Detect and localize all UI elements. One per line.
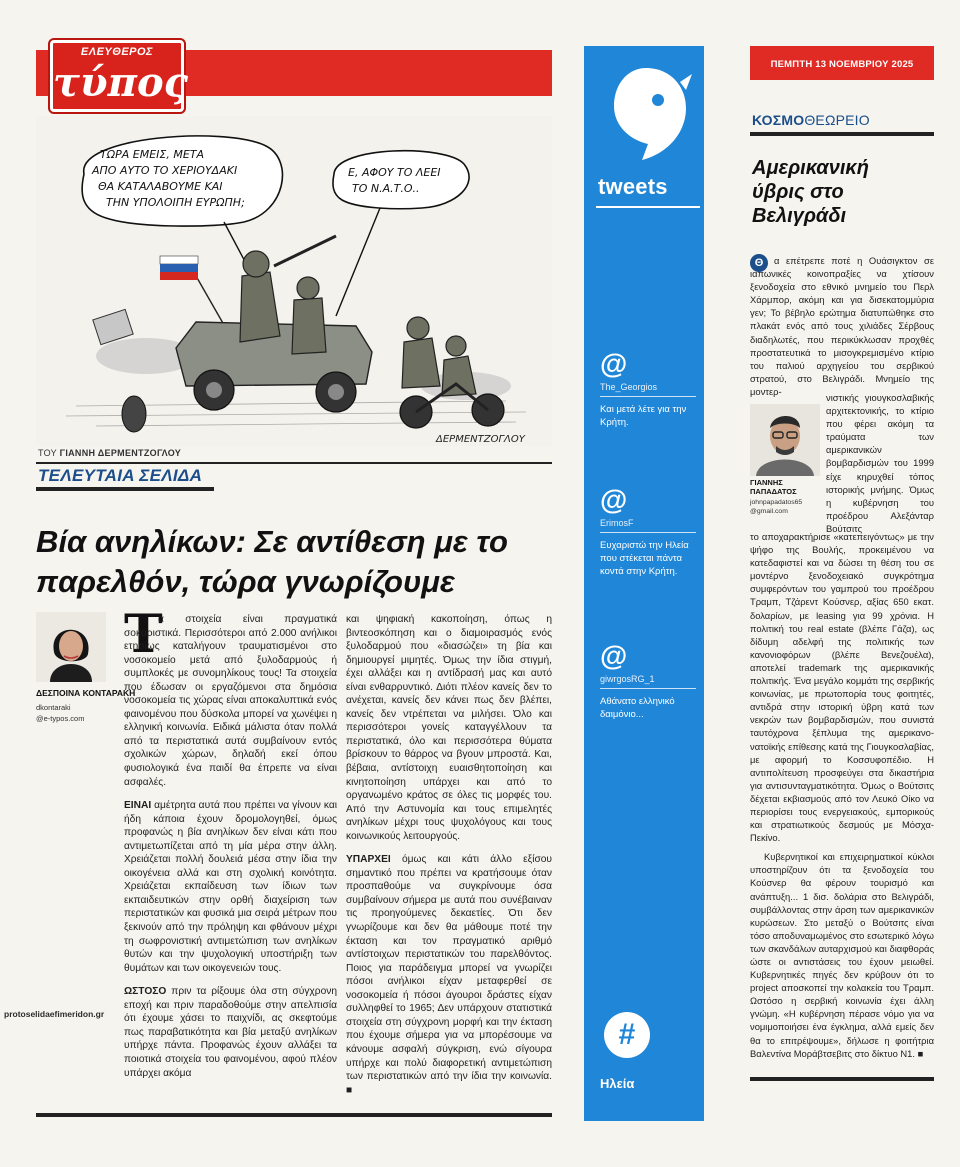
paragraph-text: νιστικής γιουγκοσλαβικής αρχιτεκτονικής, το κτίριο που φέρει ακόμη τα τραύματα των αμερικανικών βομβαρδισμών του 1999 είχε κηρυχθεί τόπος ιστορικής μνήμης. Όμως η κυβέρνηση του προέδρου Αλεξάνταρ Βούτσιτς [826, 392, 934, 534]
paragraph-text: όμως και κάτι άλλο εξίσου σημαντικό που πρέπει να κρατήσουμε όταν προσπαθούμε να συγκρίνουμε όσα συμβαίνουν σήμερα με αυτά που συνέβαιναν τις προηγούμενες δεκαετίες. Ότι δεν γνωρίζουμε και δεν θα μάθουμε ποτέ την έκταση και τον πραγματικό αριθμό αντίστοιχων περιστατικών του παρελθόντος. Ποιος για παράδειγμα μπορεί να γνωρίζει πόσοι ανήλικοι είχαν μεταφερθεί σε νοσοκομεία ή πόσοι άγουροι δράστες είχαν συλληφθεί το 1965; Δεν υπάρχουν στατιστικά στοιχεία στη σύγχρονη μορφή και την έκταση που έχουμε σήμερα για να μπορέσουμε να κάνουμε ασφαλή σύγκριση, ενώ σίγουρα υπήρχε και πολύ διαφορετική αντιμετώπιση των περιστατικών από την ίδια την κοινωνία. ■ [346, 854, 552, 1096]
section-bold: ΚΟΣΜΟ [752, 112, 805, 128]
bubble1-line3: ΘΑ ΚΑΤΑΛΑΒΟΥΜΕ ΚΑΙ [98, 180, 223, 193]
tweet-handle[interactable]: The_Georgios [600, 382, 658, 392]
tweets-label: tweets [598, 174, 668, 199]
opinion-intro [750, 254, 934, 398]
political-cartoon [36, 116, 552, 446]
at-icon: @ [600, 348, 628, 379]
bubble2-line1: Ε, ΑΦΟΥ ΤΟ ΛΕΕΙ [348, 166, 441, 179]
logo-big-text: τύπος [53, 59, 188, 106]
tweet-body: Και μετά λέτε για την Κρήτη. [600, 404, 687, 428]
drop-cap: Τ [124, 604, 163, 665]
date-bar [750, 46, 934, 80]
tweet-item[interactable] [600, 486, 696, 578]
article-column-1 [124, 604, 337, 1090]
paragraph [124, 985, 337, 1080]
columnist-domain: @gmail.com [750, 508, 788, 515]
left-column [36, 36, 552, 1121]
paragraph-lead: ΕΙΝΑΙ [124, 800, 152, 812]
paragraph-lead: ΩΣΤΟΣΟ [124, 986, 167, 998]
columnist-name: ΓΙΑΝΝΗΣ ΠΑΠΑΔΑΤΟΣ [750, 478, 797, 496]
paragraph-lead: ΥΠΑΡΧΕΙ [346, 854, 391, 866]
paragraph-text: αμέτρητα αυτά που πρέπει να γίνουν και ήδη κάποια έχουν δρομολογηθεί, όμως προφανώς η βία ανηλίκων δεν είναι κάτι που αντιμετωπίζεται από τη μία μέρα στην άλλη. Χρειάζεται πολλή δουλειά μέσα στην ίδια την οικογένεια αλλά και στη σχολική κοινότητα. Χρειάζεται εκπαίδευση των ίδιων των εκπαιδευτικών στην ορθή διαχείριση των περιστατικών και φυσικά μια σειρά μέτρων που ξεκινούν από την πρόληψη και φθάνουν μέχρι τη σωφρονιστική αντιμετώπιση των ανηλίκων θυτών και την ψυχολογική υποστήριξη των θυμάτων και των οικογενειών τους. [124, 800, 337, 974]
article-column-2 [346, 613, 552, 1107]
issue-date: ΠΕΜΠΤΗ 13 ΝΟΕΜΒΡΙΟΥ 2025 [770, 59, 914, 70]
tweet-handle[interactable]: ErimosF [600, 518, 634, 528]
columnist-handle: johnpapadatos65 [750, 499, 803, 506]
bottom-rule [750, 1077, 934, 1081]
tweet-item[interactable] [600, 642, 696, 721]
newspaper-logo[interactable] [50, 40, 188, 112]
headline-line: Αμερικανική [752, 157, 869, 179]
hashtag-signoff: Ηλεία [600, 1076, 635, 1091]
author-name: ΔΕΣΠΟΙΝΑ ΚΟΝΤΑΡΑΚΗ [36, 688, 136, 698]
bottom-rule [36, 1113, 552, 1117]
bubble1-line2: ΑΠΟ ΑΥΤΟ ΤΟ ΧΕΡΙΟΥΔΑΚΙ [92, 164, 238, 177]
tweets-panel [584, 46, 704, 1121]
at-icon: @ [600, 640, 628, 671]
columnist-email[interactable] [750, 498, 820, 516]
paragraph-text: πριν τα ρίξουμε όλα στη σύγχρονη εποχή και πριν παραδοθούμε στην απελπισία ότι έχουμε χάσει το παιχνίδι, ας σκεφτούμε πως παραβατικότητα και βία μεταξύ ανηλίκων υπήρχε πάντα. Προφανώς έχουν αλλάξει τα ποιοτικά στοιχεία του φαινομένου, αφού πλέον υπάρχει ακόμα [124, 986, 337, 1079]
tweets-rule [596, 206, 700, 208]
columnist-portrait-icon [750, 404, 820, 476]
bubble1-line4: ΤΗΝ ΥΠΟΛΟΙΠΗ ΕΥΡΩΠΗ; [106, 196, 245, 209]
opinion-column [750, 46, 934, 1121]
credit-prefix: ΤΟΥ [38, 448, 57, 458]
tweet-item[interactable] [600, 350, 696, 429]
article-headline[interactable]: Βία ανηλίκων: Σε αντίθεση με το παρελθόν, τώρα γνωρίζουμε [36, 524, 508, 599]
author-portrait-icon [36, 612, 106, 682]
tweet-divider [600, 532, 696, 533]
paragraph-text: α στοιχεία είναι πραγματικά σοκαριστικά. Περισσότεροι από 2.000 ανήλικοι ετησίως καταλήγουν τραυματισμένοι στο νοσοκομείο μετά από ξυλοδαρμούς ή συμπλοκές με συνομηλίκους τους! Τα στοιχεία που έδωσαν οι εργαζόμενοι στα δημόσια νοσοκομεία τις χώρας είναι αποκαλυπτικά ενός φαινομένου που δύσκολα μπορεί να χωνέψει η ελληνική κοινωνία. Ειδικά μάλιστα όταν πολλά από τα περιστατικά αυτά συμβαίνουν εντός σχολικών χώρων, δηλαδή εκεί όπου φυσιολογικά ένα παιδί θα έπρεπε να είναι ασφαλές. [124, 614, 337, 788]
opinion-headline[interactable] [752, 156, 869, 228]
column-section-label[interactable] [752, 112, 870, 128]
divider-rule [36, 462, 552, 464]
paragraph-text: Κυβερνητικοί και επιχειρηματικοί κύκλοι υποστηρίζουν ότι τα ξενοδοχεία του Κούσνερ θα φέρουν τουρισμό και ανάπτυξη... 1 δισ. δολάρια στο Βελιγράδι, συμβάλλοντας στην άρση των αμερικανικών κυρώσεων. Στο μεταξύ ο Βούτσιτς είναι τόσο αποδυναμωμένος στο εσωτερικό λόγω των σκανδάλων αυταρχισμού και διαφθοράς ώστε οι αντιστάσεις του έχουν μειωθεί. Κυβερνητικές πηγές δεν κρύβουν ότι το project αποσκοπεί την κολακεία του Τραμπ. Ωστόσο η σερβική κοινωνία έχει άλλη γνώμη. «Η κυβέρνηση πέρασε νόμο για να νομιμοποιήσει ένα έγκλημα, αλλά εμείς δεν θα το επιτρέψουμε», δήλωσε η φοιτήτρια Βαλεντίνα Μοράβτσεβιτς στο δίκτυο Ν1. ■ [750, 851, 934, 1059]
section-underline [36, 487, 214, 491]
tweet-bird-icon [600, 60, 692, 170]
opinion-body [750, 530, 934, 1066]
tweet-divider [600, 688, 696, 689]
cartoon-credit [38, 448, 181, 458]
author-handle: dkontaraki [36, 703, 71, 712]
at-icon: @ [600, 484, 628, 515]
section-label[interactable]: ΤΕΛΕΥΤΑΙΑ ΣΕΛΙΔΑ [38, 466, 203, 485]
tweet-body: Ευχαριστώ την Ηλεία που στέκεται πάντα κοντά στην Κρήτη. [600, 540, 689, 577]
author-domain: @e-typos.com [36, 714, 85, 723]
cartoon-signature: ΔΕΡΜΕΝΤΖΟΓΛΟΥ [436, 434, 525, 445]
logo-small-text: ΕΛΕΥΘΕΡΟΣ [80, 46, 154, 58]
paragraph [124, 799, 337, 975]
bubble2-line2: ΤΟ Ν.Α.Τ.Ο.. [352, 182, 420, 195]
headline-line: ύβρις στο [752, 181, 844, 203]
column-section-rule [750, 132, 934, 136]
tweet-divider [600, 396, 696, 397]
tweet-handle[interactable]: giwrgosRG_1 [600, 674, 655, 684]
headline-line: Βελιγράδι [752, 205, 847, 227]
tweet-body: Αθάνατο ελληνικό δαιμόνιο... [600, 696, 675, 720]
author-photo [36, 612, 106, 682]
source-watermark: protoselidaefimeridon.gr [4, 1009, 105, 1019]
credit-name: ΓΙΑΝΝΗ ΔΕΡΜΕΝΤΖΟΓΛΟΥ [59, 448, 182, 458]
paragraph-text: και ψηφιακή κακοποίηση, όπως η βιντεοσκόπηση και ο διαμοιρασμός ενός ξυλοδαρμού που «διασώζει» τη βία και δημιουργεί μιμητές. Όμως την ίδια στιγμή, έχει αλλάξει και η αντίδρασή μας και αυτό είναι ενθαρρυντικό. Διότι πλέον κανείς δεν το ανέχεται, κανείς δεν κάνει πως δεν βλέπει, κανείς δεν ντρέπεται να μιλήσει. Όλο και περισσότεροι γονείς καταγγέλλουν τα περιστατικά, όλο και περισσότερα θύματα βρίσκουν το θάρρος να βγουν μπροστά. Και, βέβαια, αντίστοιχη ευαισθητοποίηση και κινητοποίηση υπάρχει και από το οργανωμένο κράτος σε όλες τις μορφές του. Από την Αστυνομία και τους επιμελητές ανηλίκων μέχρι τους ψυχολόγους και τους κοινωνικούς λειτουργούς. [346, 614, 552, 842]
hashtag-icon: # [604, 1012, 650, 1058]
paragraph [346, 853, 552, 1097]
columnist-photo [750, 404, 820, 476]
paragraph-text: το αποχαρακτήρισε «κατεπειγόντως» με την ψήφο της Βουλής, προκειμένου να κατεδαφιστεί και να δώσει τη θέση του σε μοντέρνο ξενοδοχειακό συγκρότημα συμφερόντων του γαμπρού του προέδρου Τραμπ, Τζάρεντ Κούσνερ, αξίας 650 εκατ. δολαρίων, με leasing για 99 χρόνια. Η πολιτική του real estate (βλέπε Γάζα), ως δίδυμη αδελφή της πολιτικής των κανονιοφόρων (βλέπε Βενεζουέλα), αποτελεί trademark της αμερικανικής πολιτικής. Ένα μεγάλο κομμάτι της σερβικής κοινωνίας, με πρωτοπορία τους φοιτητές, αντιδρά στην ιστορική ύβρη κατά των νεκρών των βομβαρδισμών, που συνιστά ταυτόχρονα ξέπλυμα της αμερικανο-νατοϊκής επίθεσης κατά της Γιουγκοσλαβίας, με αφορμή το Κοσσυφοπέδιο. Η αντιπολίτευση προσφεύγει στα δικαστήρια για αντισυνταγματικότητα. Όμως ο Βούτσιτς δέχεται εκβιασμούς από τον Λευκό Οίκο να περιορίσει τους ενεργειακούς, εμπορικούς και στρατιωτικούς δεσμούς με Μόσχα-Πεκίνο. [750, 531, 934, 844]
paragraph [346, 613, 552, 843]
cartoon-drawing [36, 116, 552, 446]
bubble1-line1: ΤΩΡΑ ΕΜΕΙΣ, ΜΕΤΑ [100, 148, 205, 161]
paragraph [124, 604, 337, 789]
opinion-wrap-text [826, 391, 934, 535]
section-rest: ΘΕΩΡΕΙΟ [804, 112, 870, 128]
author-email[interactable] [36, 702, 84, 724]
drop-cap: Θ [750, 254, 768, 272]
paragraph-text: α επέτρεπε ποτέ η Ουάσιγκτον σε ιαπωνικές κοινοπραξίες να χτίσουν ξενοδοχεία στο εθνικό μνημείο του Περλ Χάρμπορ, ακόμη και για δισεκατομμύρια γεν; Το βέβηλο ερώτημα διατυπώθηκε στο πλακάτ ενός από τους χιλιάδες Σέρβους διαδηλωτές, που περικύκλωσαν προχθές προστατευτικά το μισογκρεμισμένο κτίριο του παλιού αρχηγείου του σερβικού στρατού, στο Βελιγράδι. Μνημείο της μοντερ- [750, 255, 934, 397]
